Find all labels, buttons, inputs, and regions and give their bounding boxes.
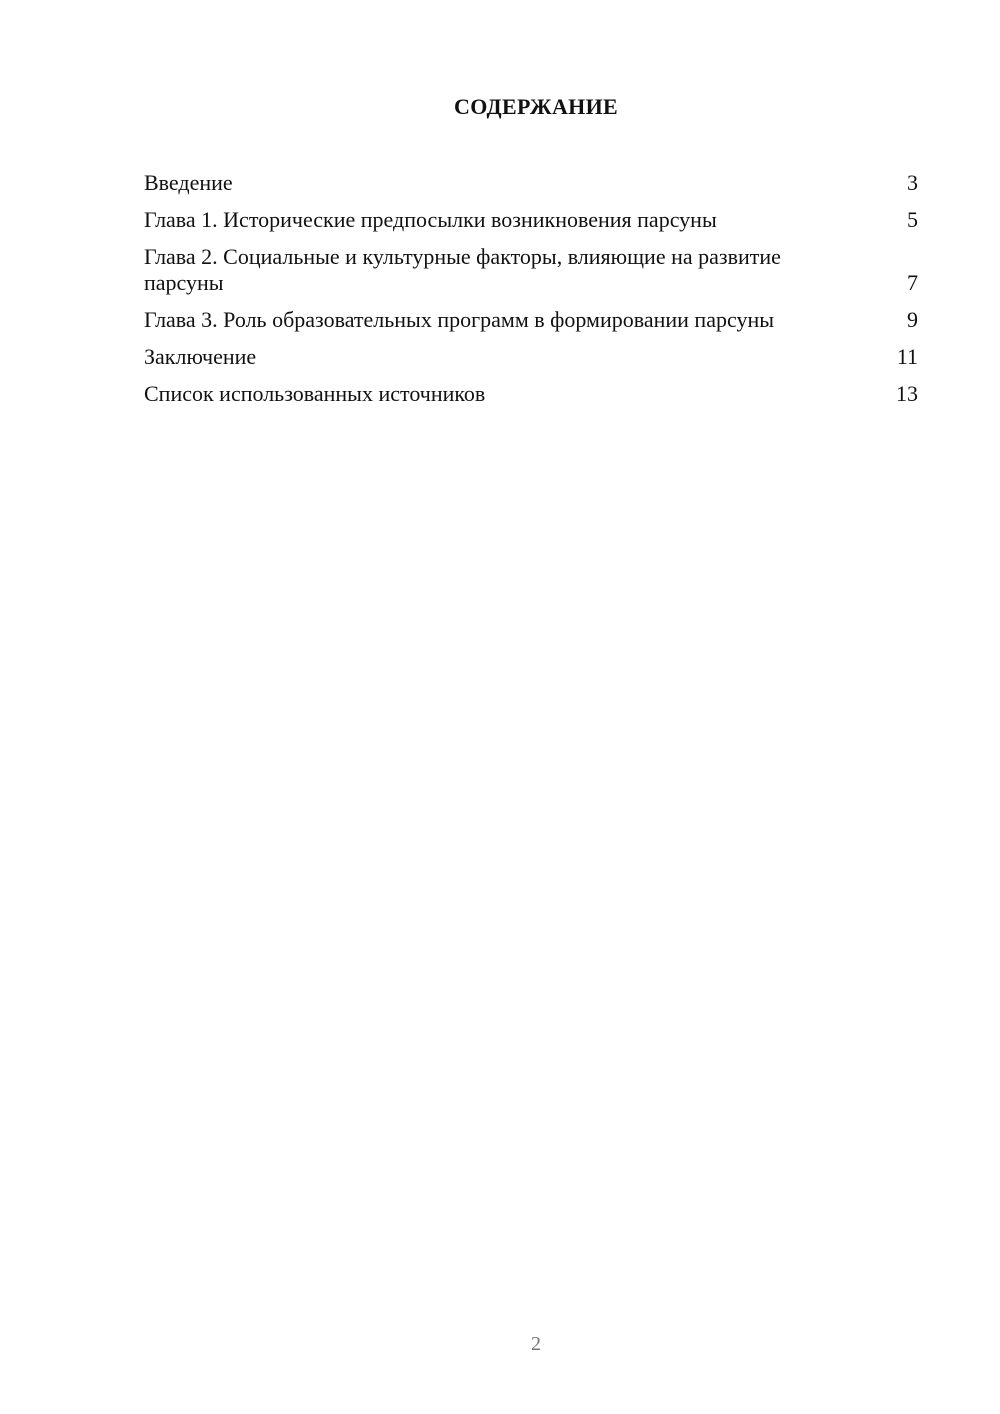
toc-entry-introduction	[144, 170, 918, 196]
toc-entry-title: Глава 3. Роль образовательных программ в формировании парсуны	[144, 307, 774, 332]
toc-entry-title: Введение	[144, 170, 233, 195]
toc-entry-references	[144, 381, 918, 407]
toc-entry-page: 3	[907, 170, 918, 195]
toc-entry-page: 13	[896, 381, 918, 406]
page-title: СОДЕРЖАНИЕ	[454, 94, 618, 119]
toc-entry-page: 7	[907, 270, 918, 295]
toc-entry-title: Глава 2. Социальные и культурные факторы, влияющие на развитие парсуны	[144, 244, 781, 295]
page-number: 2	[531, 1333, 541, 1355]
toc-entry-page: 11	[896, 344, 918, 369]
toc-entry-chapter-3	[144, 307, 918, 333]
toc-entry-page: 5	[907, 207, 918, 232]
toc-entry-conclusion	[144, 344, 918, 370]
table-of-contents	[144, 170, 918, 418]
toc-entry-page: 9	[907, 307, 918, 332]
toc-entry-title: Глава 1. Исторические предпосылки возникновения парсуны	[144, 207, 717, 232]
toc-entry-title: Заключение	[144, 344, 257, 369]
toc-entry-chapter-1	[144, 207, 918, 233]
toc-entry-chapter-2	[144, 244, 918, 296]
toc-entry-title: Список использованных источников	[144, 381, 486, 406]
